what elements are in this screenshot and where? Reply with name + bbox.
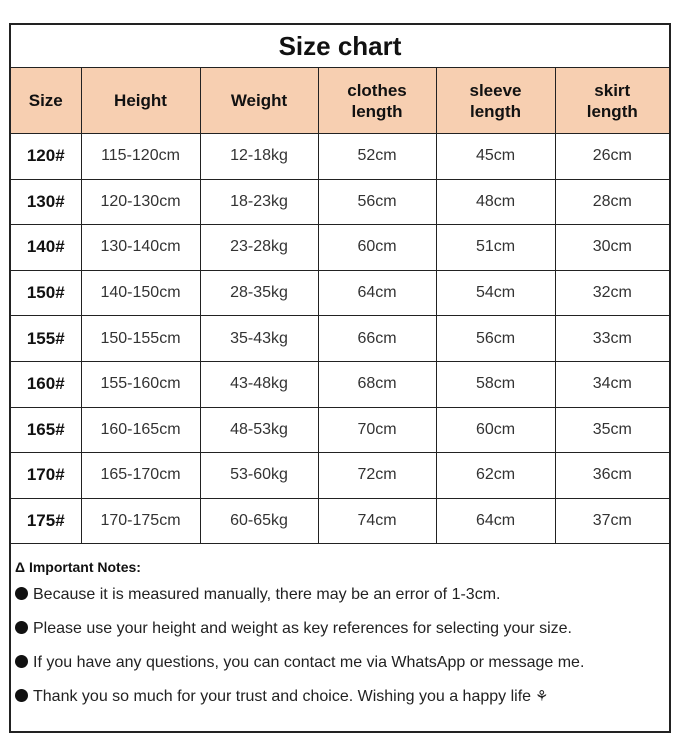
column-header: skirt length: [555, 68, 669, 134]
table-cell: 34cm: [555, 361, 669, 407]
bullet-icon: [15, 689, 28, 702]
table-cell: 60cm: [318, 225, 436, 271]
note-text: Please use your height and weight as key references for selecting your size.: [33, 620, 572, 638]
size-cell: 160#: [11, 361, 81, 407]
table-cell: 165-170cm: [81, 453, 200, 499]
table-cell: 45cm: [436, 134, 555, 180]
table-cell: 64cm: [436, 498, 555, 544]
note-text: Because it is measured manually, there may be an error of 1-3cm.: [33, 586, 501, 604]
table-row: [11, 316, 669, 362]
size-cell: 120#: [11, 134, 81, 180]
table-cell: 170-175cm: [81, 498, 200, 544]
column-header: Height: [81, 68, 200, 134]
table-cell: 66cm: [318, 316, 436, 362]
note-item: [15, 612, 669, 646]
table-row: [11, 134, 669, 180]
table-cell: 12-18kg: [200, 134, 318, 180]
table-cell: 68cm: [318, 361, 436, 407]
table-cell: 43-48kg: [200, 361, 318, 407]
table-row: [11, 361, 669, 407]
table-cell: 35cm: [555, 407, 669, 453]
column-header: Size: [11, 68, 81, 134]
size-table: [11, 68, 669, 544]
size-cell: 155#: [11, 316, 81, 362]
table-cell: 35-43kg: [200, 316, 318, 362]
table-cell: 70cm: [318, 407, 436, 453]
table-cell: 51cm: [436, 225, 555, 271]
table-cell: 53-60kg: [200, 453, 318, 499]
column-header: Weight: [200, 68, 318, 134]
table-cell: 37cm: [555, 498, 669, 544]
table-cell: 64cm: [318, 270, 436, 316]
table-cell: 120-130cm: [81, 179, 200, 225]
size-cell: 165#: [11, 407, 81, 453]
table-cell: 18-23kg: [200, 179, 318, 225]
column-header: clothes length: [318, 68, 436, 134]
table-cell: 23-28kg: [200, 225, 318, 271]
size-cell: 170#: [11, 453, 81, 499]
table-cell: 115-120cm: [81, 134, 200, 180]
table-cell: 33cm: [555, 316, 669, 362]
bullet-icon: [15, 621, 28, 634]
table-cell: 130-140cm: [81, 225, 200, 271]
table-cell: 58cm: [436, 361, 555, 407]
table-header-row: [11, 68, 669, 134]
table-cell: 56cm: [436, 316, 555, 362]
note-item: [15, 680, 669, 714]
table-row: [11, 498, 669, 544]
bullet-icon: [15, 587, 28, 600]
table-cell: 54cm: [436, 270, 555, 316]
size-cell: 150#: [11, 270, 81, 316]
notes-title: Δ Important Notes:: [15, 559, 141, 576]
table-cell: 160-165cm: [81, 407, 200, 453]
table-cell: 28cm: [555, 179, 669, 225]
table-cell: 72cm: [318, 453, 436, 499]
table-cell: 155-160cm: [81, 361, 200, 407]
table-cell: 150-155cm: [81, 316, 200, 362]
table-cell: 26cm: [555, 134, 669, 180]
table-cell: 74cm: [318, 498, 436, 544]
size-cell: 140#: [11, 225, 81, 271]
size-cell: 130#: [11, 179, 81, 225]
note-text: If you have any questions, you can contact me via WhatsApp or message me.: [33, 654, 585, 672]
table-cell: 32cm: [555, 270, 669, 316]
table-cell: 62cm: [436, 453, 555, 499]
table-cell: 60cm: [436, 407, 555, 453]
note-item: [15, 646, 669, 680]
table-row: [11, 407, 669, 453]
table-cell: 56cm: [318, 179, 436, 225]
table-cell: 36cm: [555, 453, 669, 499]
size-chart-card: [9, 23, 671, 733]
table-cell: 28-35kg: [200, 270, 318, 316]
page-title: Size chart: [11, 25, 669, 68]
note-text: Thank you so much for your trust and choice. Wishing you a happy life: [33, 688, 532, 706]
table-cell: 30cm: [555, 225, 669, 271]
table-row: [11, 270, 669, 316]
notes-list: [15, 578, 669, 714]
table-row: [11, 453, 669, 499]
note-item: [15, 578, 669, 612]
table-cell: 48-53kg: [200, 407, 318, 453]
table-row: [11, 179, 669, 225]
bullet-icon: [15, 655, 28, 668]
table-cell: 60-65kg: [200, 498, 318, 544]
table-row: [11, 225, 669, 271]
table-cell: 140-150cm: [81, 270, 200, 316]
table-cell: 52cm: [318, 134, 436, 180]
table-cell: 48cm: [436, 179, 555, 225]
size-cell: 175#: [11, 498, 81, 544]
flower-icon: ⚘: [535, 688, 549, 706]
column-header: sleeve length: [436, 68, 555, 134]
table-body: [11, 134, 669, 544]
notes-section: [11, 544, 669, 714]
